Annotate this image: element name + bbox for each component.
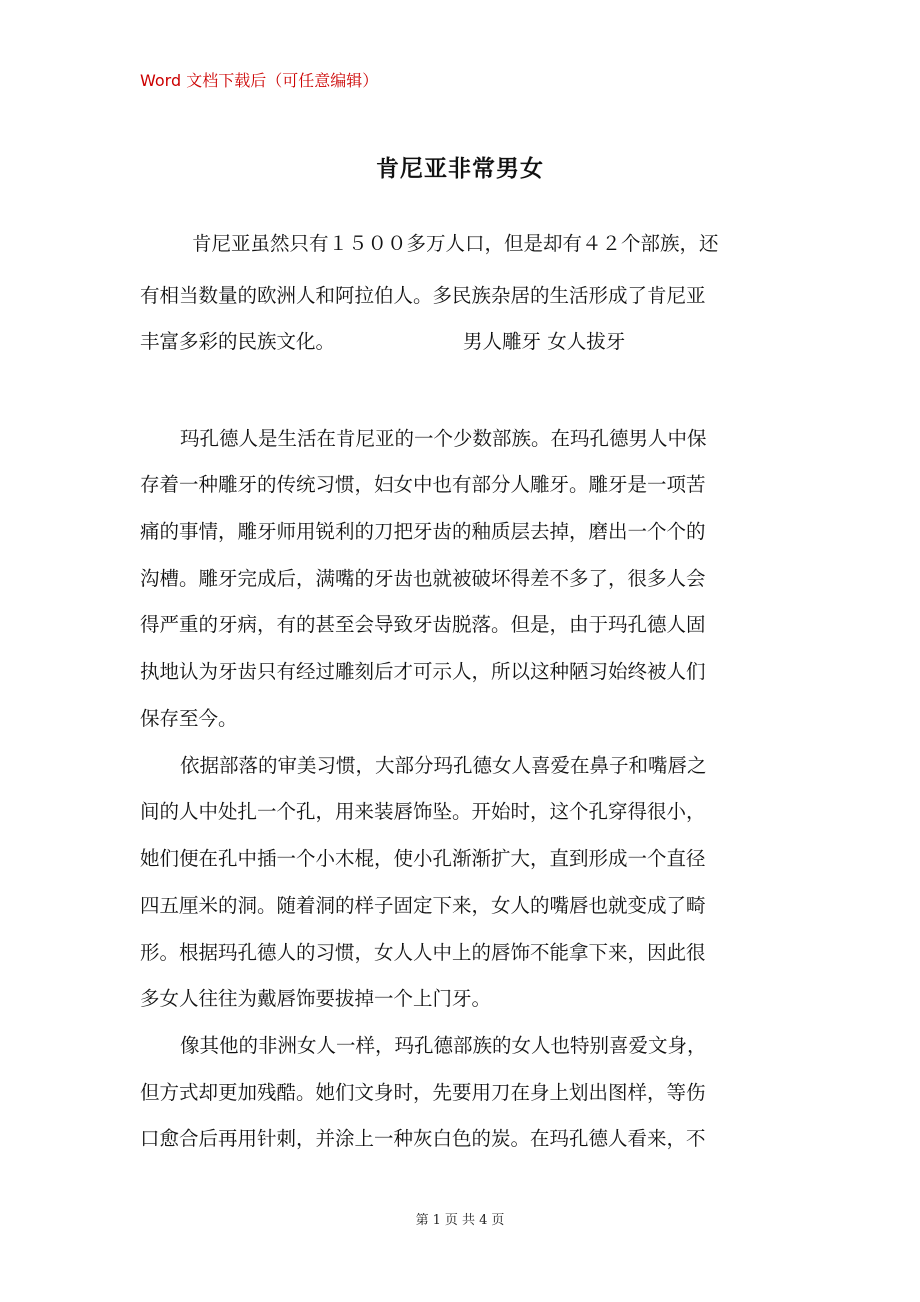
section-heading: 男人雕牙 女人拔牙 [463, 330, 626, 353]
para1-line: 执地认为牙齿只有经过雕刻后才可示人，所以这种陋习始终被人们 [140, 660, 706, 683]
footer-middle: 页 共 [444, 1213, 476, 1228]
page-footer [0, 1209, 920, 1228]
para2-line: 形。根据玛孔德人的习惯，女人人中上的唇饰不能拿下来，因此很 [140, 941, 706, 964]
para2-line: 多女人往往为戴唇饰要拔掉一个上门牙。 [140, 987, 492, 1010]
para2-line: 她们便在孔中插一个小木棍，使小孔渐渐扩大，直到形成一个直径 [140, 847, 706, 870]
para3-line: 口愈合后再用针刺，并涂上一种灰白色的炭。在玛孔德人看来，不 [140, 1127, 706, 1150]
para2-line: 依据部落的审美习惯，大部分玛孔德女人喜爱在鼻子和嘴唇之 [180, 754, 707, 777]
page-title: 肯尼亚非常男女 [376, 155, 544, 182]
total-page-count: 4 [479, 1213, 488, 1228]
current-page-number: 1 [432, 1213, 441, 1228]
para2-line: 间的人中处扎一个孔，用来装唇饰坠。开始时，这个孔穿得很小， [140, 800, 706, 823]
footer-suffix: 页 [491, 1213, 505, 1228]
footer-prefix: 第 [415, 1213, 429, 1228]
para2-line: 四五厘米的洞。随着洞的样子固定下来，女人的嘴唇也就变成了畸 [140, 894, 706, 917]
para1-line: 存着一种雕牙的传统习惯，妇女中也有部分人雕牙。雕牙是一项苦 [140, 473, 706, 496]
intro-line-1: 肯尼亚虽然只有１５００多万人口，但是却有４２个部族，还 [192, 232, 719, 255]
para1-line: 得严重的牙病，有的甚至会导致牙齿脱落。但是，由于玛孔德人固 [140, 613, 706, 636]
download-note: Word 文档下载后（可任意编辑） [140, 71, 379, 90]
para1-line: 沟槽。雕牙完成后，满嘴的牙齿也就被破坏得差不多了，很多人会 [140, 567, 706, 590]
para1-line: 玛孔德人是生活在肯尼亚的一个少数部族。在玛孔德男人中保 [180, 427, 707, 450]
intro-line-2: 有相当数量的欧洲人和阿拉伯人。多民族杂居的生活形成了肯尼亚 [140, 284, 706, 307]
intro-line-3 [140, 329, 625, 355]
para3-line: 但方式却更加残酷。她们文身时，先要用刀在身上划出图样，等伤 [140, 1081, 706, 1104]
intro-line-3-text: 丰富多彩的民族文化。 [140, 330, 336, 353]
para3-line: 像其他的非洲女人一样，玛孔德部族的女人也特别喜爱文身， [180, 1034, 707, 1057]
para1-line: 保存至今。 [140, 707, 238, 730]
para1-line: 痛的事情，雕牙师用锐利的刀把牙齿的釉质层去掉，磨出一个个的 [140, 520, 706, 543]
